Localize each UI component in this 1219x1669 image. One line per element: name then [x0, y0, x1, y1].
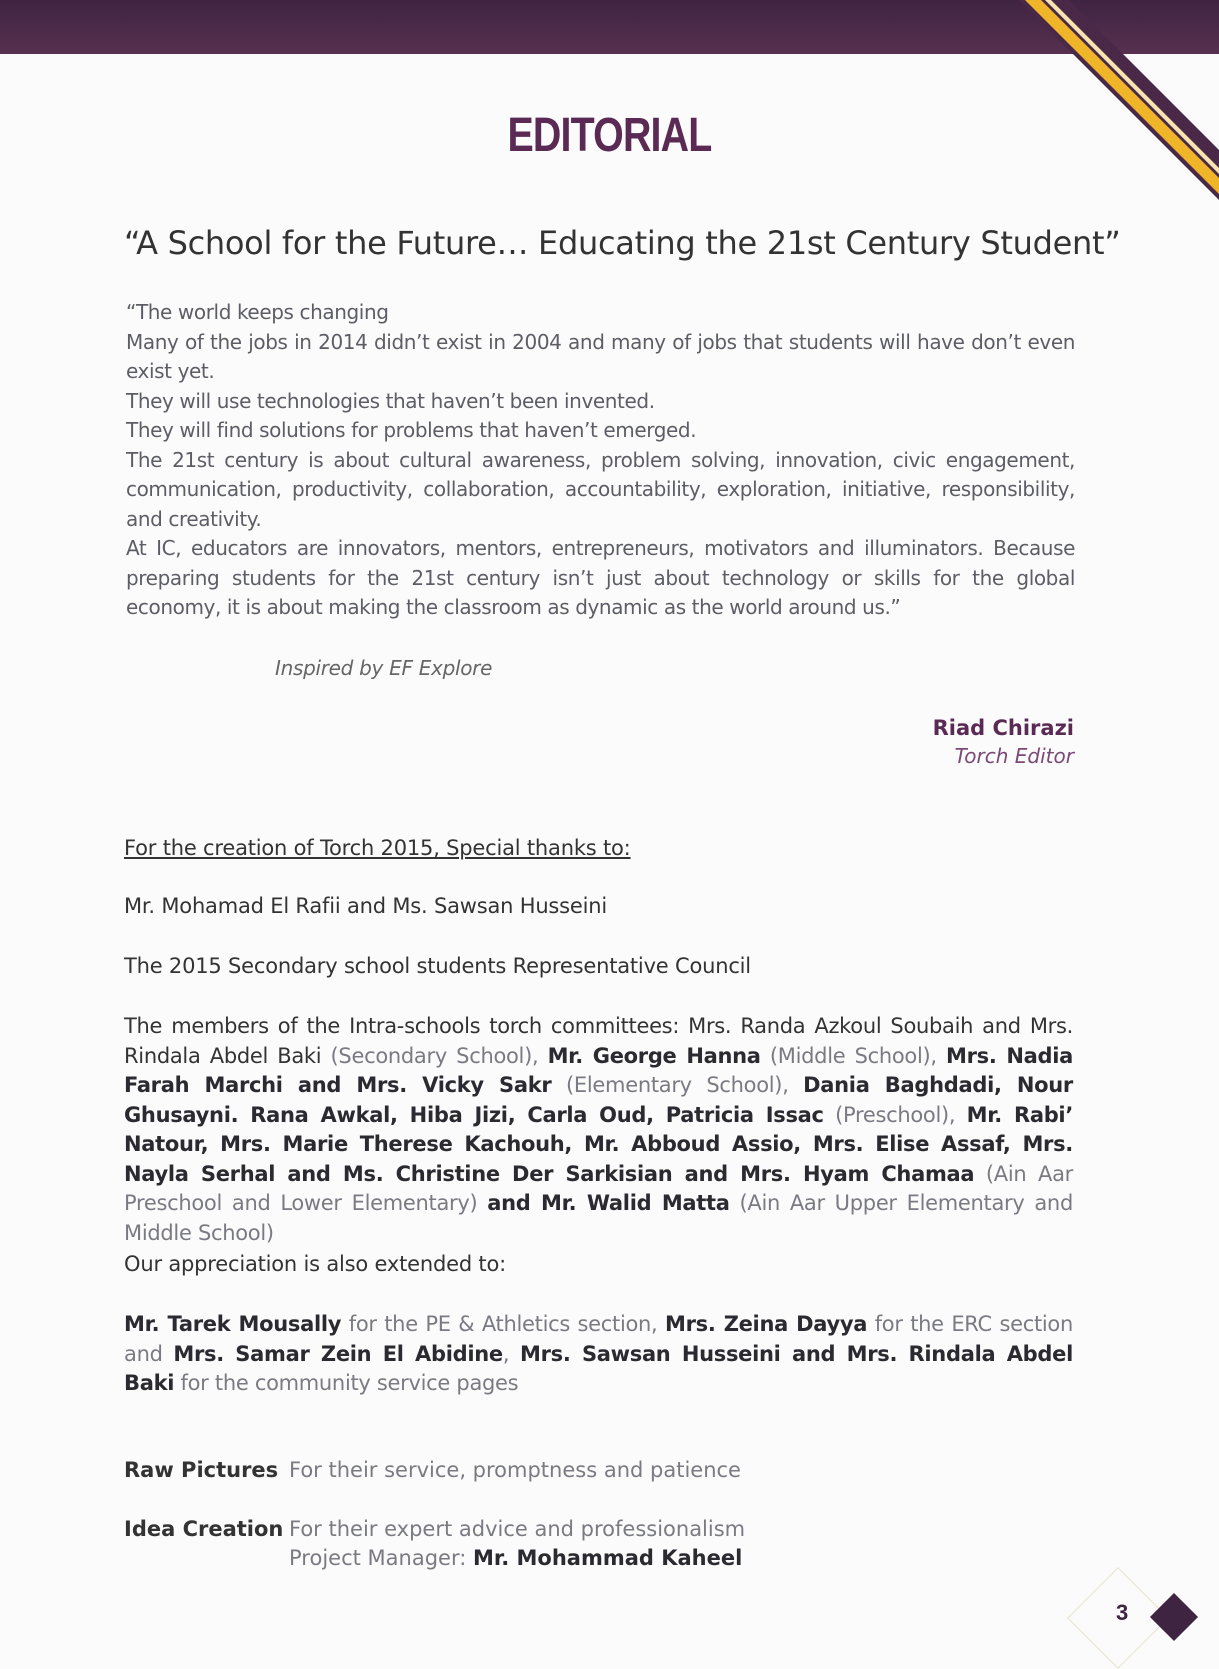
credit-sub-name: Mr. Mohammad Kaheel [472, 1546, 743, 1570]
diamond-icon [1150, 1593, 1198, 1641]
credit-sub-label: Project Manager: [289, 1546, 473, 1570]
thanks-heading: For the creation of Torch 2015, Special thanks to: [124, 836, 631, 860]
quote-line: They will find solutions for problems that haven’t emerged. [126, 418, 697, 442]
quote-block [126, 298, 1075, 623]
quote-line: The 21st century is about cultural awareness, problem solving, innovation, civic engagement, communication, productivity, collaboration, accountability, exploration, initiative, responsibility, and creativity. [126, 447, 1075, 531]
credit-row [124, 1515, 824, 1573]
signature-block [933, 716, 1074, 768]
page-title: EDITORIAL [507, 109, 712, 162]
committees-paragraph: The members of the Intra-schools torch committees: Mrs. Randa Azkoul Soubaih and Mrs. Rindala Abdel Baki (Secondary School), Mr. George Hanna (Middle School), Mrs. Nadia Farah Marchi and Mrs. Vicky Sakr (Elementary School), Dania Baghdadi, Nour Ghusayni. Rana Awkal, Hiba Jizi, Carla Oud, Patricia Issac (Preschool), Mr. Rabi’ Natour, Mrs. Marie Therese Kachouh, Mr. Abboud Assio, Mrs. Elise Assaf, Mrs. Nayla Serhal and Ms. Christine Der Sarkisian and Mrs. Hyam Chamaa (Ain Aar Preschool and Lower Elementary) and Mr. Walid Matta (Ain Aar Upper Elementary and Middle School) [124, 1014, 1074, 1245]
credit-name: Idea Creation [124, 1517, 284, 1541]
author-name: Riad Chirazi [932, 716, 1074, 740]
appreciation-paragraph: Mr. Tarek Mousally for the PE & Athletics section, Mrs. Zeina Dayya for the ERC section and Mrs. Samar Zein El Abidine, Mrs. Sawsan Husseini and Mrs. Rindala Abdel Baki for the community service pages [124, 1312, 1073, 1395]
quote-line: At IC, educators are innovators, mentors, entrepreneurs, motivators and illuminators. Because preparing students for the 21st century isn’t just about technology or skills for the global economy, it is about making the classroom as dynamic as the world around us.” [126, 536, 1075, 619]
thanks-line: Mr. Mohamad El Rafii and Ms. Sawsan Husseini [124, 894, 608, 918]
inspired-by-note: Inspired by EF Explore [275, 656, 493, 680]
credit-name: Raw Pictures [124, 1458, 279, 1482]
page-number: 3 [1116, 1600, 1129, 1625]
appreciation-heading: Our appreciation is also extended to: [124, 1252, 506, 1276]
corner-stripe-decoration [1019, 0, 1219, 200]
credit-text: For their service, promptness and patience [289, 1458, 741, 1482]
thanks-line: The 2015 Secondary school students Representative Council [124, 954, 751, 978]
article-subtitle: “A School for the Future… Educating the 21st Century Student” [124, 224, 1121, 262]
credit-row [124, 1456, 824, 1485]
author-role: Torch Editor [954, 744, 1074, 768]
quote-line: They will use technologies that haven’t been invented. [126, 388, 655, 413]
quote-line: Many of the jobs in 2014 didn’t exist in 2004 and many of jobs that students will have don’t even exist yet. [126, 329, 1075, 383]
credit-text: For their expert advice and professionalism [289, 1517, 746, 1541]
quote-line: “The world keeps changing [126, 300, 389, 324]
